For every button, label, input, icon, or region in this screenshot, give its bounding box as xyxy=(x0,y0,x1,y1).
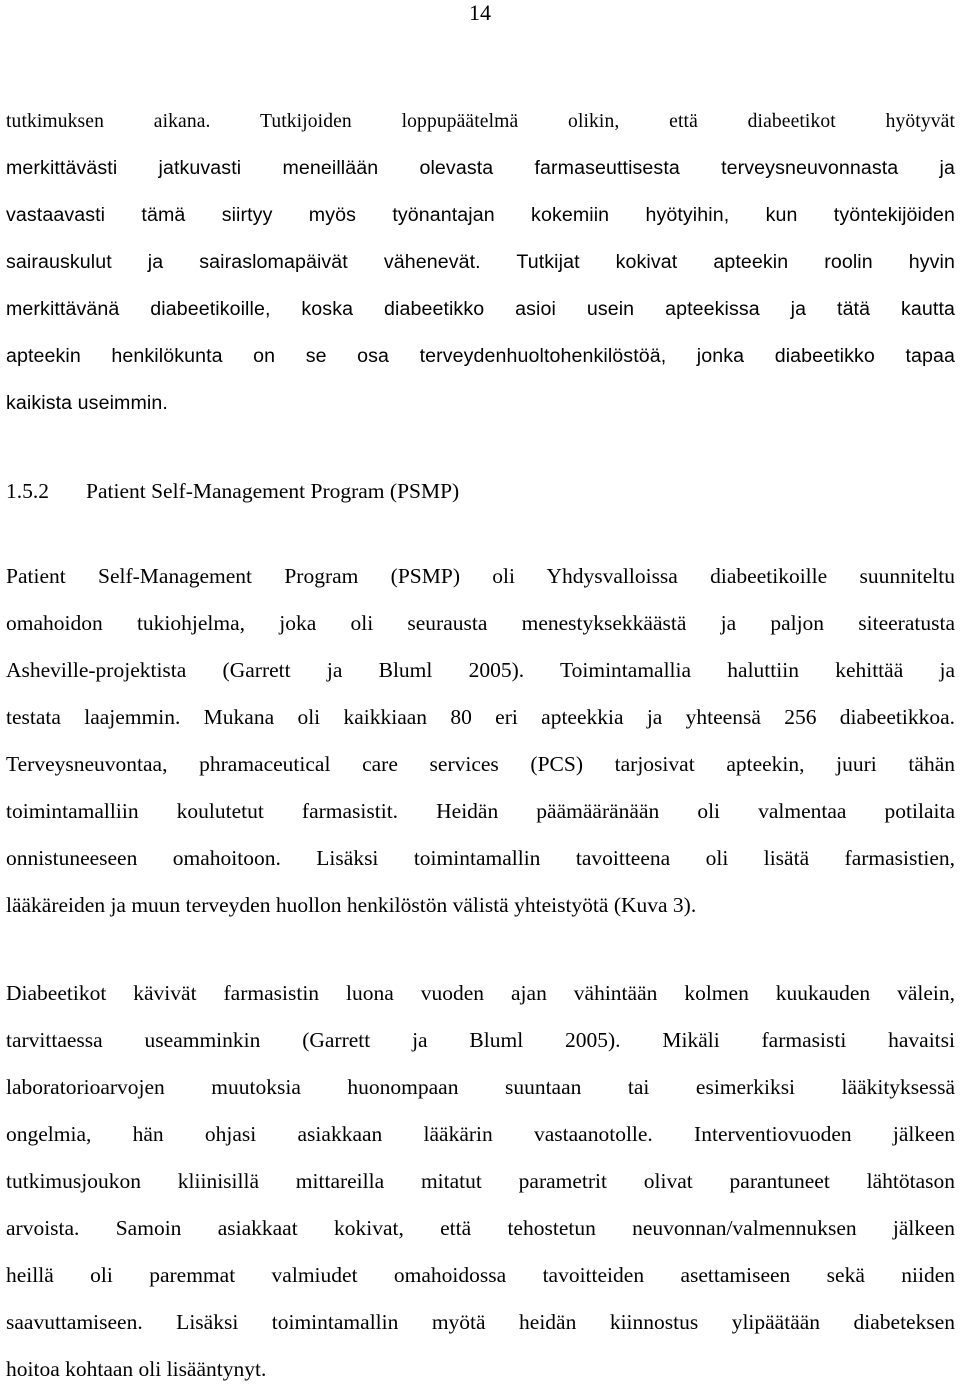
paragraph-3-line: arvoista. Samoin asiakkaat kokivat, että tehostetun neuvonnan/valmennuksen jälkeen xyxy=(6,1216,955,1240)
paragraph-2-line: Asheville-projektista (Garrett ja Bluml 2005). Toimintamallia haluttiin kehittää ja xyxy=(6,658,955,682)
document-body xyxy=(6,98,955,1393)
paragraph-1-line-part: Tutkijat kokivat apteekin roolin hyvin xyxy=(516,251,955,273)
paragraph-1-line: kaikista useimmin. xyxy=(6,392,168,414)
section-title: Patient Self-Management Program (PSMP) xyxy=(86,479,460,503)
paragraph-2-line: Patient Self-Management Program (PSMP) oli Yhdysvalloissa diabeetikoille suunniteltu xyxy=(6,564,955,588)
paragraph-2-line: toimintamalliin koulutetut farmasistit. Heidän päämääränään oli valmentaa potilaita xyxy=(6,799,955,823)
paragraph-1-line: apteekin henkilökunta on se osa terveydenhuoltohenkilöstöä, jonka diabeetikko tapaa xyxy=(6,345,955,367)
paragraph-1-line-start: tutkimuksen aikana. xyxy=(6,111,260,132)
paragraph-1-line xyxy=(6,239,955,286)
paragraph-2-line: lääkäreiden ja muun terveyden huollon henkilöstön välistä yhteistyötä (Kuva 3). xyxy=(6,893,697,917)
paragraph-3-line: hoitoa kohtaan oli lisääntynyt. xyxy=(6,1357,267,1381)
paragraph-1-line-rest: Tutkijoiden loppupäätelmä olikin, että diabeetikot hyötyvät xyxy=(259,111,955,132)
paragraph-3-line: tarvittaessa useamminkin (Garrett ja Bluml 2005). Mikäli farmasisti havaitsi xyxy=(6,1028,955,1052)
paragraph-3-line: tutkimusjoukon kliinisillä mittareilla mitatut parametrit olivat parantuneet lähtötason xyxy=(6,1169,955,1193)
spacer xyxy=(6,515,955,553)
paragraph-1-line: vastaavasti tämä siirtyy myös työnantajan kokemiin hyötyihin, kun työntekijöiden xyxy=(6,204,955,226)
section-number: 1.5.2 xyxy=(6,479,49,503)
paragraph-3-line: Diabeetikot kävivät farmasistin luona vuoden ajan vähintään kolmen kuukauden välein, xyxy=(6,981,955,1005)
paragraph-2-line: testata laajemmin. Mukana oli kaikkiaan 80 eri apteekkia ja yhteensä 256 diabeetikkoa. xyxy=(6,705,955,729)
paragraph-2-line: onnistuneeseen omahoitoon. Lisäksi toimintamallin tavoitteena oli lisätä farmasistien, xyxy=(6,846,955,870)
paragraph-1 xyxy=(6,98,955,427)
spacer xyxy=(6,427,955,468)
spacer xyxy=(6,929,955,970)
section-heading xyxy=(6,468,955,515)
paragraph-1-line-part: sairauskulut ja sairaslomapäivät vähenevät. xyxy=(6,251,517,273)
paragraph-3-line: saavuttamiseen. Lisäksi toimintamallin myötä heidän kiinnostus ylipäätään diabeteksen xyxy=(6,1310,955,1334)
paragraph-3-line: heillä oli paremmat valmiudet omahoidossa tavoitteiden asettamiseen sekä niiden xyxy=(6,1263,955,1287)
page-number: 14 xyxy=(469,0,491,25)
paragraph-2-line: Terveysneuvontaa, phramaceutical care services (PCS) tarjosivat apteekin, juuri tähän xyxy=(6,752,955,776)
paragraph-2 xyxy=(6,553,955,929)
paragraph-1-line: merkittävästi jatkuvasti meneillään olevasta farmaseuttisesta terveysneuvonnasta ja xyxy=(6,157,955,179)
paragraph-3-line: laboratorioarvojen muutoksia huonompaan suuntaan tai esimerkiksi lääkityksessä xyxy=(6,1075,955,1099)
paragraph-1-line: merkittävänä diabeetikoille, koska diabeetikko asioi usein apteekissa ja tätä kautta xyxy=(6,298,955,320)
paragraph-3 xyxy=(6,970,955,1393)
paragraph-2-line: omahoidon tukiohjelma, joka oli seurausta menestyksekkäästä ja paljon siteeratusta xyxy=(6,611,955,635)
paragraph-3-line: ongelmia, hän ohjasi asiakkaan lääkärin vastaanotolle. Interventiovuoden jälkeen xyxy=(6,1122,955,1146)
paragraph-1-line xyxy=(6,98,955,145)
